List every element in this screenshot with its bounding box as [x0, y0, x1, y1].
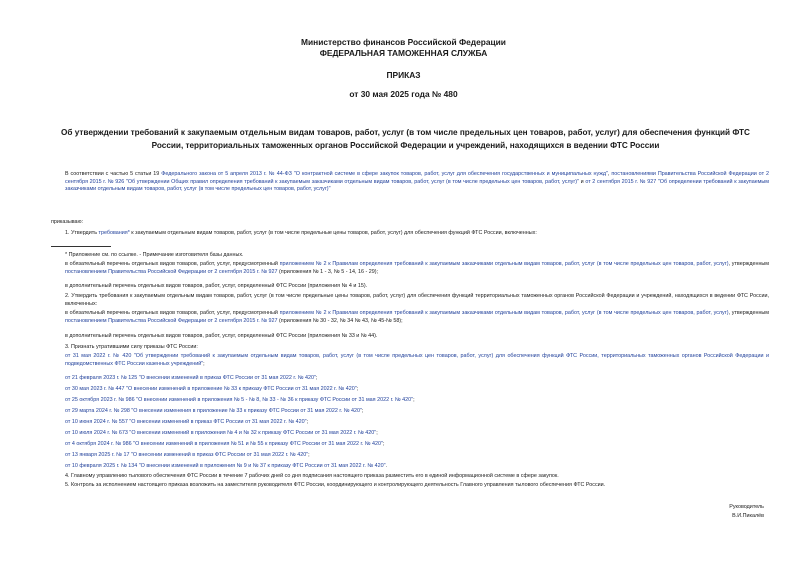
item-text: , утвержденным	[728, 310, 769, 316]
item-text: 1. Утвердить	[65, 230, 99, 236]
item-2	[51, 293, 769, 308]
item-1-sub-a	[51, 261, 769, 276]
footnote: * Приложение см. по ссылке. - Примечание изготовителя базы данных.	[65, 252, 244, 258]
decree-927-link[interactable]: постановлением Правительства Российской Федерации от 2 сентября 2015 г. № 927	[65, 317, 278, 324]
footnote-divider	[51, 246, 111, 247]
decree-927-link[interactable]: постановлением Правительства Российской Федерации от 2 сентября 2015 г. № 927	[65, 268, 278, 275]
item-text: ;	[356, 386, 359, 392]
repealed-list-item	[65, 430, 378, 437]
repealed-order-link[interactable]: от 10 июня 2024 г. № 557 "О внесении изменений в приказ ФТС России от 31 мая 2022 г. № 420"	[65, 419, 307, 425]
repealed-list-item	[65, 441, 384, 448]
item-text: ;	[306, 419, 309, 425]
repealed-order-link[interactable]: от 21 февраля 2023 г. № 125 "О внесении изменений в приказ ФТС России от 31 мая 2022 г. № 420"	[65, 375, 316, 381]
repealed-order-link[interactable]: от 13 января 2025 г. № 17 "О внесении изменений в приказ ФТС России от 31 мая 2022 г. № 420"	[65, 452, 309, 458]
signature-name: В.И.Пикалёв	[732, 513, 764, 519]
law-44fz-link[interactable]: Федерального закона от 5 апреля 2013 г. № 44-ФЗ "О контрактной системе в сфере закупок товаров, работ, услуг для обеспечения государственных и муниципальных нужд"	[161, 171, 608, 177]
repealed-list-item	[65, 419, 308, 426]
order-word: приказываю:	[51, 219, 84, 225]
repealed-list-item	[65, 386, 358, 393]
doc-title: Об утверждении требований к закупаемым отдельным видам товаров, работ, услуг (в том числе предельных цен товаров, работ, услуг) для обеспечения функций ФТС России, территориальных таможенных органов Российской Федерации и учреждений, находящихся в ведении ФТС России	[61, 128, 750, 150]
repealed-order-link[interactable]: от 10 июля 2024 г. № 673 "О внесении изменений в приложения № 4 и № 32 к приказу ФТС России от 31 мая 2022 г. № 420"	[65, 430, 377, 436]
item-2-sub-b: в дополнительный перечень отдельных видов товаров, работ, услуг, определенный ФТС России (приложения № 33 и № 44).	[65, 333, 378, 339]
item-text: ;	[315, 375, 318, 381]
repealed-order-link[interactable]: от 29 марта 2024 г. № 298 "О внесении изменения в приложение № 33 к приказу ФТС России от 31 мая 2022 г. № 420"	[65, 408, 362, 414]
repealed-list-item	[65, 452, 310, 459]
service-name: ФЕДЕРАЛЬНАЯ ТАМОЖЕННАЯ СЛУЖБА	[319, 48, 488, 58]
item-5	[51, 482, 769, 490]
doc-date-number: от 30 мая 2025 года № 480	[349, 89, 458, 99]
preamble-text: и	[579, 178, 586, 185]
ministry-name: Министерство финансов Российской Федерации	[301, 37, 506, 47]
item-4: 4. Главному управлению тылового обеспечения ФТС России в течение 7 рабочих дней со дня подписания настоящего приказа разместить его в единой информационной системе в сфере закупок.	[65, 473, 559, 479]
item-text: ;	[203, 360, 205, 367]
repealed-order-link[interactable]: от 10 февраля 2025 г. № 134 "О внесении изменений в приложения № 9 и № 37 к приказу ФТС России от 31 мая 2022 г. № 420"	[65, 463, 386, 469]
item-3-intro: 3. Признать утратившими силу приказы ФТС России:	[65, 344, 198, 350]
item-text: .	[385, 463, 388, 469]
repealed-order-link[interactable]: от 25 октября 2023 г. № 986 "О внесении изменений в приложения № 5 - № 8, № 33 - № 36 к приказу ФТС России от 31 мая 2022 г. № 420"	[65, 397, 414, 403]
item-2-sub-a	[51, 310, 769, 325]
item-text: ;	[376, 430, 378, 436]
repealed-list-item	[65, 375, 317, 382]
requirements-link[interactable]: требования*	[98, 230, 130, 236]
item-text: (приложения № 30 - 32, № 34 № 43, № 45-№ 58);	[277, 317, 403, 324]
item-text: ;	[308, 452, 310, 458]
repealed-order-link[interactable]: от 31 мая 2022 г. № 420 "Об утверждении требований к закупаемым отдельным видам товаров, работ, услуг (в том числе предельных цен товаров, работ, услуг) для обеспечения функций ФТС России, территориальных таможенных органов Российской Федерации и подведомственных ФТС России казенных учреждений"	[65, 353, 769, 367]
item-text: ;	[361, 408, 364, 414]
item-text: к закупаемым отдельным видам товаров, работ, услуг (в том числе предельные цены товаров, работ, услуг) для обеспечения функций ФТС России, включенных:	[129, 230, 537, 236]
item-text: ;	[382, 441, 385, 447]
item-3-first	[51, 353, 769, 368]
appendix-2-link[interactable]: приложением № 2 к Правилам определения требований к закупаемым заказчиками отдельным видам товаров, работ, услуг (в том числе предельных цен товаров, работ, услуг)	[279, 261, 729, 267]
item-1-sub-b: в дополнительный перечень отдельных видов товаров, работ, услуг, определенный ФТС России (приложения № 4 и 15).	[65, 283, 368, 289]
decree-926-link[interactable]: постановлениями Правительства Российской Федерации от 2 сентября 2015 г. № 926 "Об утверждении Общих правил определения требований к закупаемым заказчиками отдельным видам товаров, работ, услуг (в том числе предельных цен товаров, работ, услуг)"	[65, 171, 769, 185]
decree-927-link[interactable]: от 2 сентября 2015 г. № 927 "Об определении требований к закупаемым заказчиками отдельным видам товаров, работ, услуг (в том числе предельных цен товаров, работ, услуг)"	[65, 178, 769, 193]
preamble-text: ,	[607, 171, 612, 177]
appendix-2-link[interactable]: приложением № 2 к Правилам определения требований к закупаемым заказчиками отдельным видам товаров, работ, услуг (в том числе предельных цен товаров, работ, услуг)	[279, 310, 729, 316]
doc-type: ПРИКАЗ	[386, 70, 421, 80]
item-text: в обязательный перечень отдельных видов товаров, работ, услуг, предусмотренный	[65, 310, 280, 316]
repealed-order-link[interactable]: от 4 октября 2024 г. № 986 "О внесении изменений в приложения № 51 и № 55 к приказу ФТС России от 31 мая 2022 г. № 420"	[65, 441, 383, 447]
item-text: (приложения № 1 - 3, № 5 - 14, 16 - 29);	[277, 268, 379, 275]
repealed-list-item	[65, 463, 387, 470]
item-text: ;	[413, 397, 415, 403]
item-text: 2. Утвердить требования к закупаемым отдельным видам товаров, работ, услуг (в том числе предельные цены товаров, работ, услуг) для обеспечения функций территориальных таможенных органов Российской Федерации и учреждений, находящихся в ведении ФТС России, включенных:	[65, 293, 769, 307]
preamble-text: В соответствии с частью 5 статьи 19	[65, 171, 162, 177]
item-text: , утвержденным	[728, 261, 769, 267]
item-text: 5. Контроль за исполнением настоящего приказа возложить на заместителя руководителя ФТС России, координирующего и контролирующего деятельность Главного управления тылового обеспечения ФТС России.	[65, 482, 606, 488]
repealed-list-item	[65, 397, 415, 404]
repealed-list-item	[65, 408, 363, 415]
signature-position: Руководитель	[729, 504, 764, 510]
item-text: в обязательный перечень отдельных видов товаров, работ, услуг, предусмотренный	[65, 261, 280, 267]
preamble	[51, 171, 769, 194]
item-1	[65, 230, 537, 237]
repealed-order-link[interactable]: от 30 мая 2023 г. № 447 "О внесении изменений в приложение № 33 к приказу ФТС России от 31 мая 2022 г. № 420"	[65, 386, 357, 392]
